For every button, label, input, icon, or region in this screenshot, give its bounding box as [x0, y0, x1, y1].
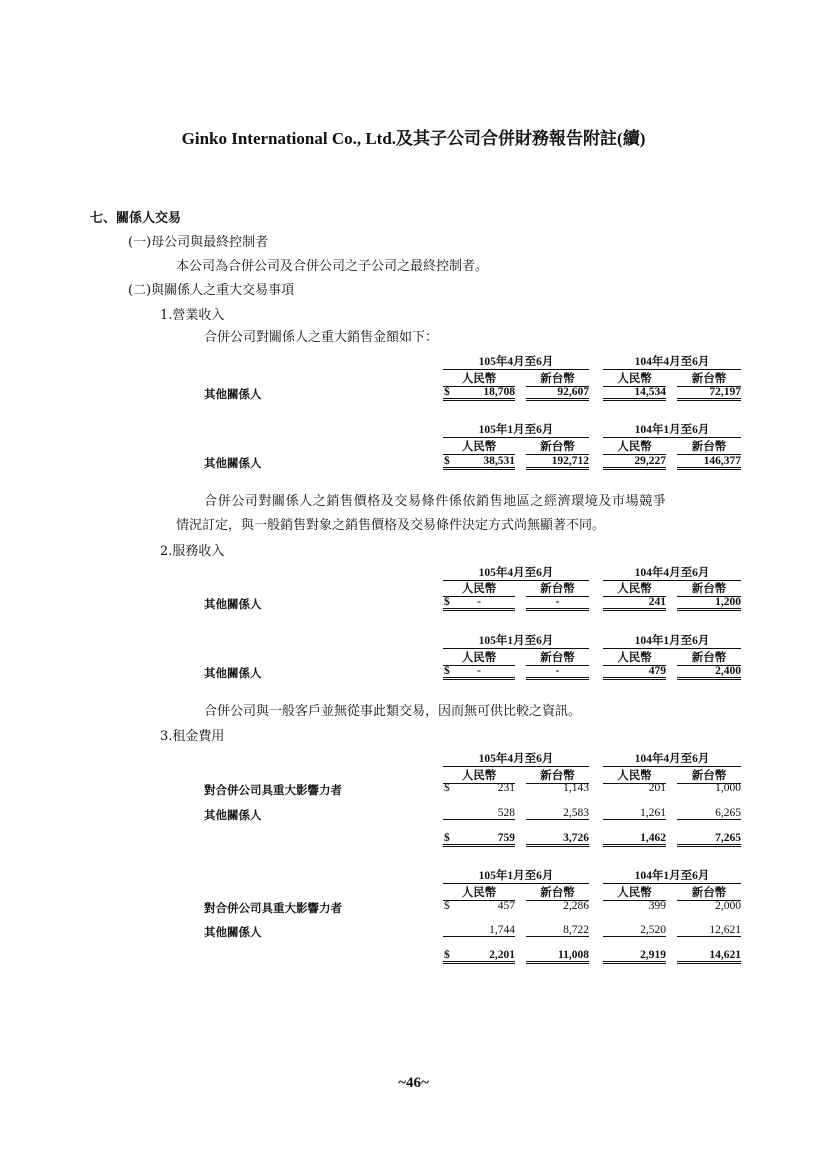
period-header: 105年1月至6月: [443, 867, 589, 884]
period-header: 104年1月至6月: [603, 632, 741, 649]
row-label: 對合併公司具重大影響力者: [204, 901, 342, 915]
value-cell: 1,200: [677, 596, 741, 611]
page-number: ~46~: [398, 1075, 429, 1091]
currency-sign: $: [444, 665, 450, 677]
period-header: 105年4月至6月: [443, 353, 589, 370]
value-cell: 231: [497, 782, 515, 794]
value-cell: 72,197: [677, 386, 741, 401]
period-header: 104年1月至6月: [603, 421, 741, 438]
parent-text: 本公司為合併公司及合併公司之子公司之最終控制者。: [176, 259, 489, 274]
value-cell: 2,000: [715, 900, 741, 912]
value-cell: 399: [648, 900, 666, 912]
value-cell: 1,744: [443, 924, 515, 937]
col-twd: 新台幣: [677, 767, 741, 784]
period-header: 104年1月至6月: [603, 867, 741, 884]
period-header: 105年1月至6月: [443, 632, 589, 649]
col-twd: 新台幣: [677, 580, 741, 597]
col-rmb: 人民幣: [603, 438, 666, 455]
sales-intro: 合併公司對關係人之重大銷售金額如下：: [204, 330, 439, 345]
period-header: 104年4月至6月: [603, 750, 741, 767]
service-note: 合併公司與一般客戶並無從事此類交易，因而無可供比較之資訊。: [204, 704, 582, 719]
col-rmb: 人民幣: [603, 649, 666, 666]
value-cell: 2,400: [677, 665, 741, 680]
total-cell: 759: [443, 832, 515, 847]
total-cell: 7,265: [677, 832, 741, 847]
col-twd: 新台幣: [526, 649, 589, 666]
total-cell: 3,726: [526, 832, 589, 847]
period-header: 105年4月至6月: [443, 750, 589, 767]
col-twd: 新台幣: [677, 438, 741, 455]
col-rmb: 人民幣: [603, 370, 666, 387]
col-twd: 新台幣: [526, 884, 589, 901]
currency-sign: $: [444, 782, 450, 794]
value-cell: 6,265: [677, 807, 741, 820]
total-cell: 2,201: [443, 949, 515, 964]
section-heading: 七、關係人交易: [90, 211, 182, 226]
rent-heading: 3.租金費用: [160, 729, 225, 744]
row-label: 其他關係人: [204, 456, 262, 470]
value-cell: -: [443, 665, 515, 680]
row-label: 其他關係人: [204, 597, 262, 611]
col-rmb: 人民幣: [603, 767, 666, 784]
sales-note-line1: 合併公司對關係人之銷售價格及交易條件係依銷售地區之經濟環境及市場競爭: [204, 494, 667, 509]
currency-sign: $: [444, 949, 450, 961]
value-cell: 479: [603, 665, 666, 680]
currency-sign: $: [444, 596, 450, 608]
value-cell: 8,722: [526, 924, 589, 937]
col-rmb: 人民幣: [603, 884, 666, 901]
value-cell: 2,286: [563, 900, 589, 912]
value-cell: 38,531: [443, 455, 515, 470]
value-cell: 146,377: [677, 455, 741, 470]
currency-sign: $: [444, 386, 450, 398]
value-cell: 201: [648, 782, 666, 794]
sales-heading: 1.營業收入: [160, 308, 225, 323]
total-cell: 11,008: [526, 949, 589, 964]
value-cell: -: [526, 596, 589, 611]
period-header: 105年1月至6月: [443, 421, 589, 438]
value-cell: 1,143: [563, 782, 589, 794]
period-header: 104年4月至6月: [603, 353, 741, 370]
col-twd: 新台幣: [677, 370, 741, 387]
col-twd: 新台幣: [526, 438, 589, 455]
currency-sign: $: [444, 900, 450, 912]
row-label: 對合併公司具重大影響力者: [204, 783, 342, 797]
value-cell: 14,534: [603, 386, 666, 401]
col-twd: 新台幣: [677, 649, 741, 666]
value-cell: 457: [497, 900, 515, 912]
col-rmb: 人民幣: [603, 580, 666, 597]
col-rmb: 人民幣: [443, 649, 515, 666]
col-rmb: 人民幣: [443, 767, 515, 784]
sales-note-line2: 情況訂定，與一般銷售對象之銷售價格及交易條件決定方式尚無顯著不同。: [176, 518, 606, 533]
value-cell: 241: [603, 596, 666, 611]
value-cell: 1,000: [715, 782, 741, 794]
col-twd: 新台幣: [526, 370, 589, 387]
total-cell: 2,919: [603, 949, 666, 964]
period-header: 104年4月至6月: [603, 564, 741, 581]
currency-sign: $: [444, 832, 450, 844]
currency-sign: $: [444, 455, 450, 467]
total-cell: 14,621: [677, 949, 741, 964]
subsection-transactions: (二)與關係人之重大交易事項: [128, 283, 295, 298]
subsection-parent: (一)母公司與最終控制者: [128, 235, 269, 250]
value-cell: 18,708: [443, 386, 515, 401]
col-twd: 新台幣: [526, 767, 589, 784]
value-cell: 1,261: [603, 807, 666, 820]
col-twd: 新台幣: [677, 884, 741, 901]
row-label: 其他關係人: [204, 387, 262, 401]
value-cell: -: [526, 665, 589, 680]
page-title: Ginko International Co., Ltd.及其子公司合併財務報告附註(續): [181, 129, 646, 148]
value-cell: 528: [443, 807, 515, 820]
total-cell: 1,462: [603, 832, 666, 847]
period-header: 105年4月至6月: [443, 564, 589, 581]
value-cell: -: [443, 596, 515, 611]
row-label: 其他關係人: [204, 808, 262, 822]
row-label: 其他關係人: [204, 666, 262, 680]
row-label: 其他關係人: [204, 925, 262, 939]
col-rmb: 人民幣: [443, 884, 515, 901]
value-cell: 12,621: [677, 924, 741, 937]
value-cell: 29,227: [603, 455, 666, 470]
col-rmb: 人民幣: [443, 370, 515, 387]
value-cell: 2,583: [526, 807, 589, 820]
value-cell: 2,520: [603, 924, 666, 937]
col-rmb: 人民幣: [443, 438, 515, 455]
service-heading: 2.服務收入: [160, 544, 225, 559]
value-cell: 192,712: [526, 455, 589, 470]
col-rmb: 人民幣: [443, 580, 515, 597]
value-cell: 92,607: [526, 386, 589, 401]
col-twd: 新台幣: [526, 580, 589, 597]
